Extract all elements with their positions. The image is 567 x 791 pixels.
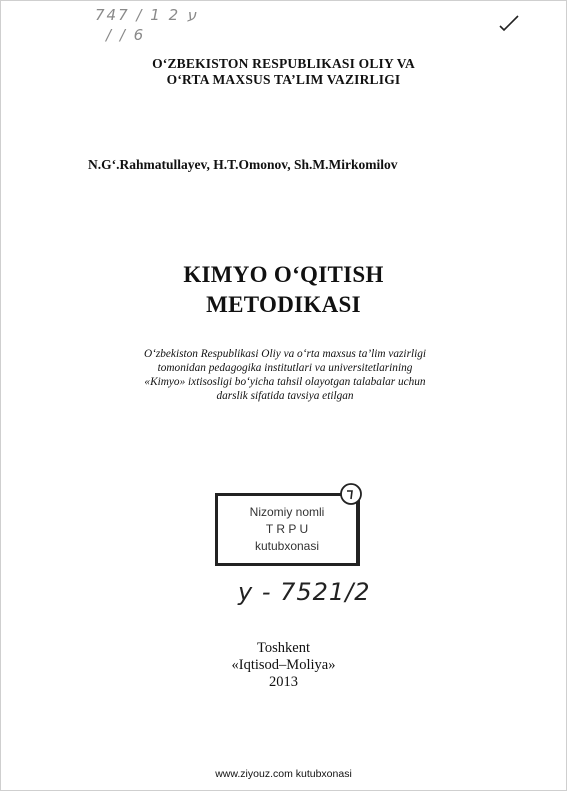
handwritten-shelf-note: / / 6 <box>106 26 146 44</box>
book-title <box>0 260 567 320</box>
imprint-year: 2013 <box>269 674 298 690</box>
stamp-line-3: kutubxonasi <box>254 539 320 553</box>
approval-line-1: O‘zbekiston Respublikasi Oliy va o‘rta maxsus ta’lim vazirligi <box>143 348 427 360</box>
title-line-2: METODIKASI <box>206 292 361 317</box>
imprint <box>0 640 567 691</box>
stamp-line-2: T R P U <box>265 522 309 536</box>
approval-line-2: tomonidan pedagogika institutlari va universitetlarining <box>157 362 413 374</box>
library-stamp <box>215 493 359 566</box>
stamp-line-1: Nizomiy nomli <box>249 505 325 519</box>
ministry-line-2: O‘RTA MAXSUS TA’LIM VAZIRLIGI <box>166 72 401 87</box>
imprint-city: Toshkent <box>257 640 310 656</box>
approval-note <box>80 347 490 403</box>
approval-line-3: «Kimyo» ixtisosligi bo‘yicha tahsil olayotgan talabalar uchun <box>144 376 426 388</box>
authors: N.G‘.Rahmatullayev, H.T.Omonov, Sh.M.Mirkomilov <box>88 157 398 172</box>
checkmark-icon <box>498 14 520 32</box>
title-line-1: KIMYO O‘QITISH <box>183 262 384 287</box>
handwritten-catalog-number: у - 7521/2 <box>238 578 371 606</box>
handwritten-inventory-note: 74ע 2 1 / 7 <box>95 6 199 24</box>
stamp-seal-icon <box>339 482 363 506</box>
footer-source: www.ziyouz.com kutubxonasi <box>215 768 352 780</box>
imprint-publisher: «Iqtisod–Moliya» <box>231 657 336 673</box>
approval-line-4: darslik sifatida tavsiya etilgan <box>216 390 354 402</box>
ministry-heading <box>0 56 567 88</box>
ministry-line-1: O‘ZBEKISTON RESPUBLIKASI OLIY VA <box>152 56 415 71</box>
